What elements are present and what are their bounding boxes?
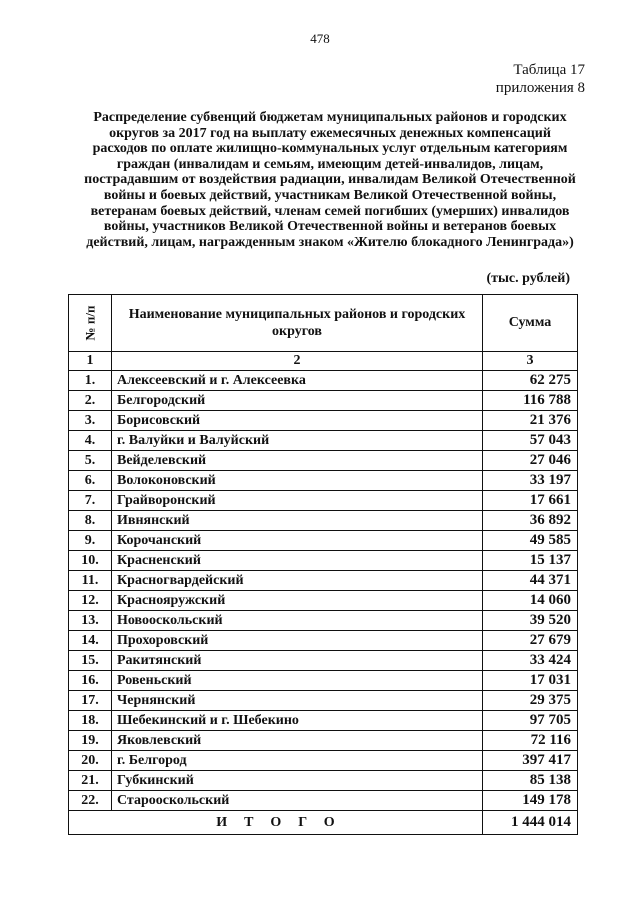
subvention-table (68, 294, 578, 835)
table-row (69, 571, 578, 591)
row-number: 17. (69, 691, 112, 711)
row-name: Борисовский (112, 411, 483, 431)
table-row (69, 631, 578, 651)
row-name: Прохоровский (112, 631, 483, 651)
page-number: 478 (310, 31, 330, 46)
table-row (69, 771, 578, 791)
row-sum: 17 031 (483, 671, 578, 691)
table-row (69, 391, 578, 411)
table-body (69, 371, 578, 811)
row-number: 22. (69, 791, 112, 811)
row-number: 9. (69, 531, 112, 551)
table-reference (496, 61, 585, 97)
row-name: Краснояружский (112, 591, 483, 611)
column-number: 1 (69, 352, 112, 371)
table-row (69, 671, 578, 691)
row-sum: 116 788 (483, 391, 578, 411)
row-sum: 57 043 (483, 431, 578, 451)
row-number: 15. (69, 651, 112, 671)
row-number: 7. (69, 491, 112, 511)
row-name: г. Валуйки и Валуйский (112, 431, 483, 451)
table-row (69, 551, 578, 571)
row-name: Старооскольский (112, 791, 483, 811)
row-name: Губкинский (112, 771, 483, 791)
row-sum: 62 275 (483, 371, 578, 391)
table-row (69, 411, 578, 431)
table-row (69, 531, 578, 551)
column-number-row (69, 352, 578, 371)
row-name: Белгородский (112, 391, 483, 411)
row-number: 11. (69, 571, 112, 591)
row-sum: 44 371 (483, 571, 578, 591)
row-sum: 97 705 (483, 711, 578, 731)
row-name: Чернянский (112, 691, 483, 711)
table-row (69, 751, 578, 771)
row-number: 13. (69, 611, 112, 631)
row-number: 5. (69, 451, 112, 471)
row-name: Яковлевский (112, 731, 483, 751)
table-row (69, 791, 578, 811)
row-name: Корочанский (112, 531, 483, 551)
table-row (69, 611, 578, 631)
row-number: 12. (69, 591, 112, 611)
row-sum: 33 424 (483, 651, 578, 671)
row-number: 14. (69, 631, 112, 651)
column-number: 2 (112, 352, 483, 371)
row-name: Ракитянский (112, 651, 483, 671)
row-sum: 27 046 (483, 451, 578, 471)
table-row (69, 731, 578, 751)
row-name: Ровеньский (112, 671, 483, 691)
table-reference-line-1: Таблица 17 (513, 62, 585, 78)
row-sum: 72 116 (483, 731, 578, 751)
row-sum: 27 679 (483, 631, 578, 651)
row-sum: 85 138 (483, 771, 578, 791)
row-name: Грайворонский (112, 491, 483, 511)
header-sum: Сумма (483, 295, 578, 352)
row-sum: 49 585 (483, 531, 578, 551)
row-sum: 14 060 (483, 591, 578, 611)
row-name: Новооскольский (112, 611, 483, 631)
row-sum: 397 417 (483, 751, 578, 771)
table-row (69, 691, 578, 711)
row-number: 21. (69, 771, 112, 791)
units-label: (тыс. рублей) (486, 271, 570, 286)
row-name: Красненский (112, 551, 483, 571)
table-row (69, 511, 578, 531)
row-number: 3. (69, 411, 112, 431)
row-sum: 29 375 (483, 691, 578, 711)
row-sum: 17 661 (483, 491, 578, 511)
table-row (69, 371, 578, 391)
row-number: 19. (69, 731, 112, 751)
row-number: 1. (69, 371, 112, 391)
header-name: Наименование муниципальных районов и городских округов (112, 295, 483, 352)
row-number: 2. (69, 391, 112, 411)
document-title: Распределение субвенций бюджетам муниципальных районов и городских округов за 2017 год на выплату ежемесячных денежных компенсаций расходов по оплате жилищно-коммунальных услуг отдельным категориям граждан (инвалидам и семьям, имеющим детей-инвалидов, лицам, пострадавшим от воздействия радиации, инвалидам Великой Отечественной войны и боевых действий, участникам Великой Отечественной войны, ветеранам боевых действий, членам семей погибших (умерших) инвалидов войны, участников Великой Отечественной войны и ветеранов боевых действий, лицам, награжденным знаком «Жителю блокадного Ленинграда») (84, 110, 576, 250)
row-name: г. Белгород (112, 751, 483, 771)
row-sum: 39 520 (483, 611, 578, 631)
row-sum: 15 137 (483, 551, 578, 571)
row-number: 18. (69, 711, 112, 731)
row-number: 4. (69, 431, 112, 451)
row-sum: 33 197 (483, 471, 578, 491)
table-row (69, 711, 578, 731)
row-number: 20. (69, 751, 112, 771)
row-sum: 36 892 (483, 511, 578, 531)
table-header-row (69, 295, 578, 352)
total-sum: 1 444 014 (483, 811, 578, 835)
row-name: Вейделевский (112, 451, 483, 471)
header-number: № п/п (69, 295, 112, 352)
table-row (69, 471, 578, 491)
row-number: 8. (69, 511, 112, 531)
table-reference-line-2: приложения 8 (495, 80, 585, 96)
row-sum: 21 376 (483, 411, 578, 431)
row-name: Волоконовский (112, 471, 483, 491)
total-label: ИТОГО (69, 811, 483, 835)
table-row (69, 491, 578, 511)
row-name: Ивнянский (112, 511, 483, 531)
table-row (69, 451, 578, 471)
row-number: 6. (69, 471, 112, 491)
table-row (69, 431, 578, 451)
row-name: Красногвардейский (112, 571, 483, 591)
column-number: 3 (483, 352, 578, 371)
row-sum: 149 178 (483, 791, 578, 811)
row-number: 10. (69, 551, 112, 571)
total-row (69, 811, 578, 835)
row-name: Шебекинский и г. Шебекино (112, 711, 483, 731)
table-row (69, 591, 578, 611)
row-number: 16. (69, 671, 112, 691)
row-name: Алексеевский и г. Алексеевка (112, 371, 483, 391)
table-row (69, 651, 578, 671)
